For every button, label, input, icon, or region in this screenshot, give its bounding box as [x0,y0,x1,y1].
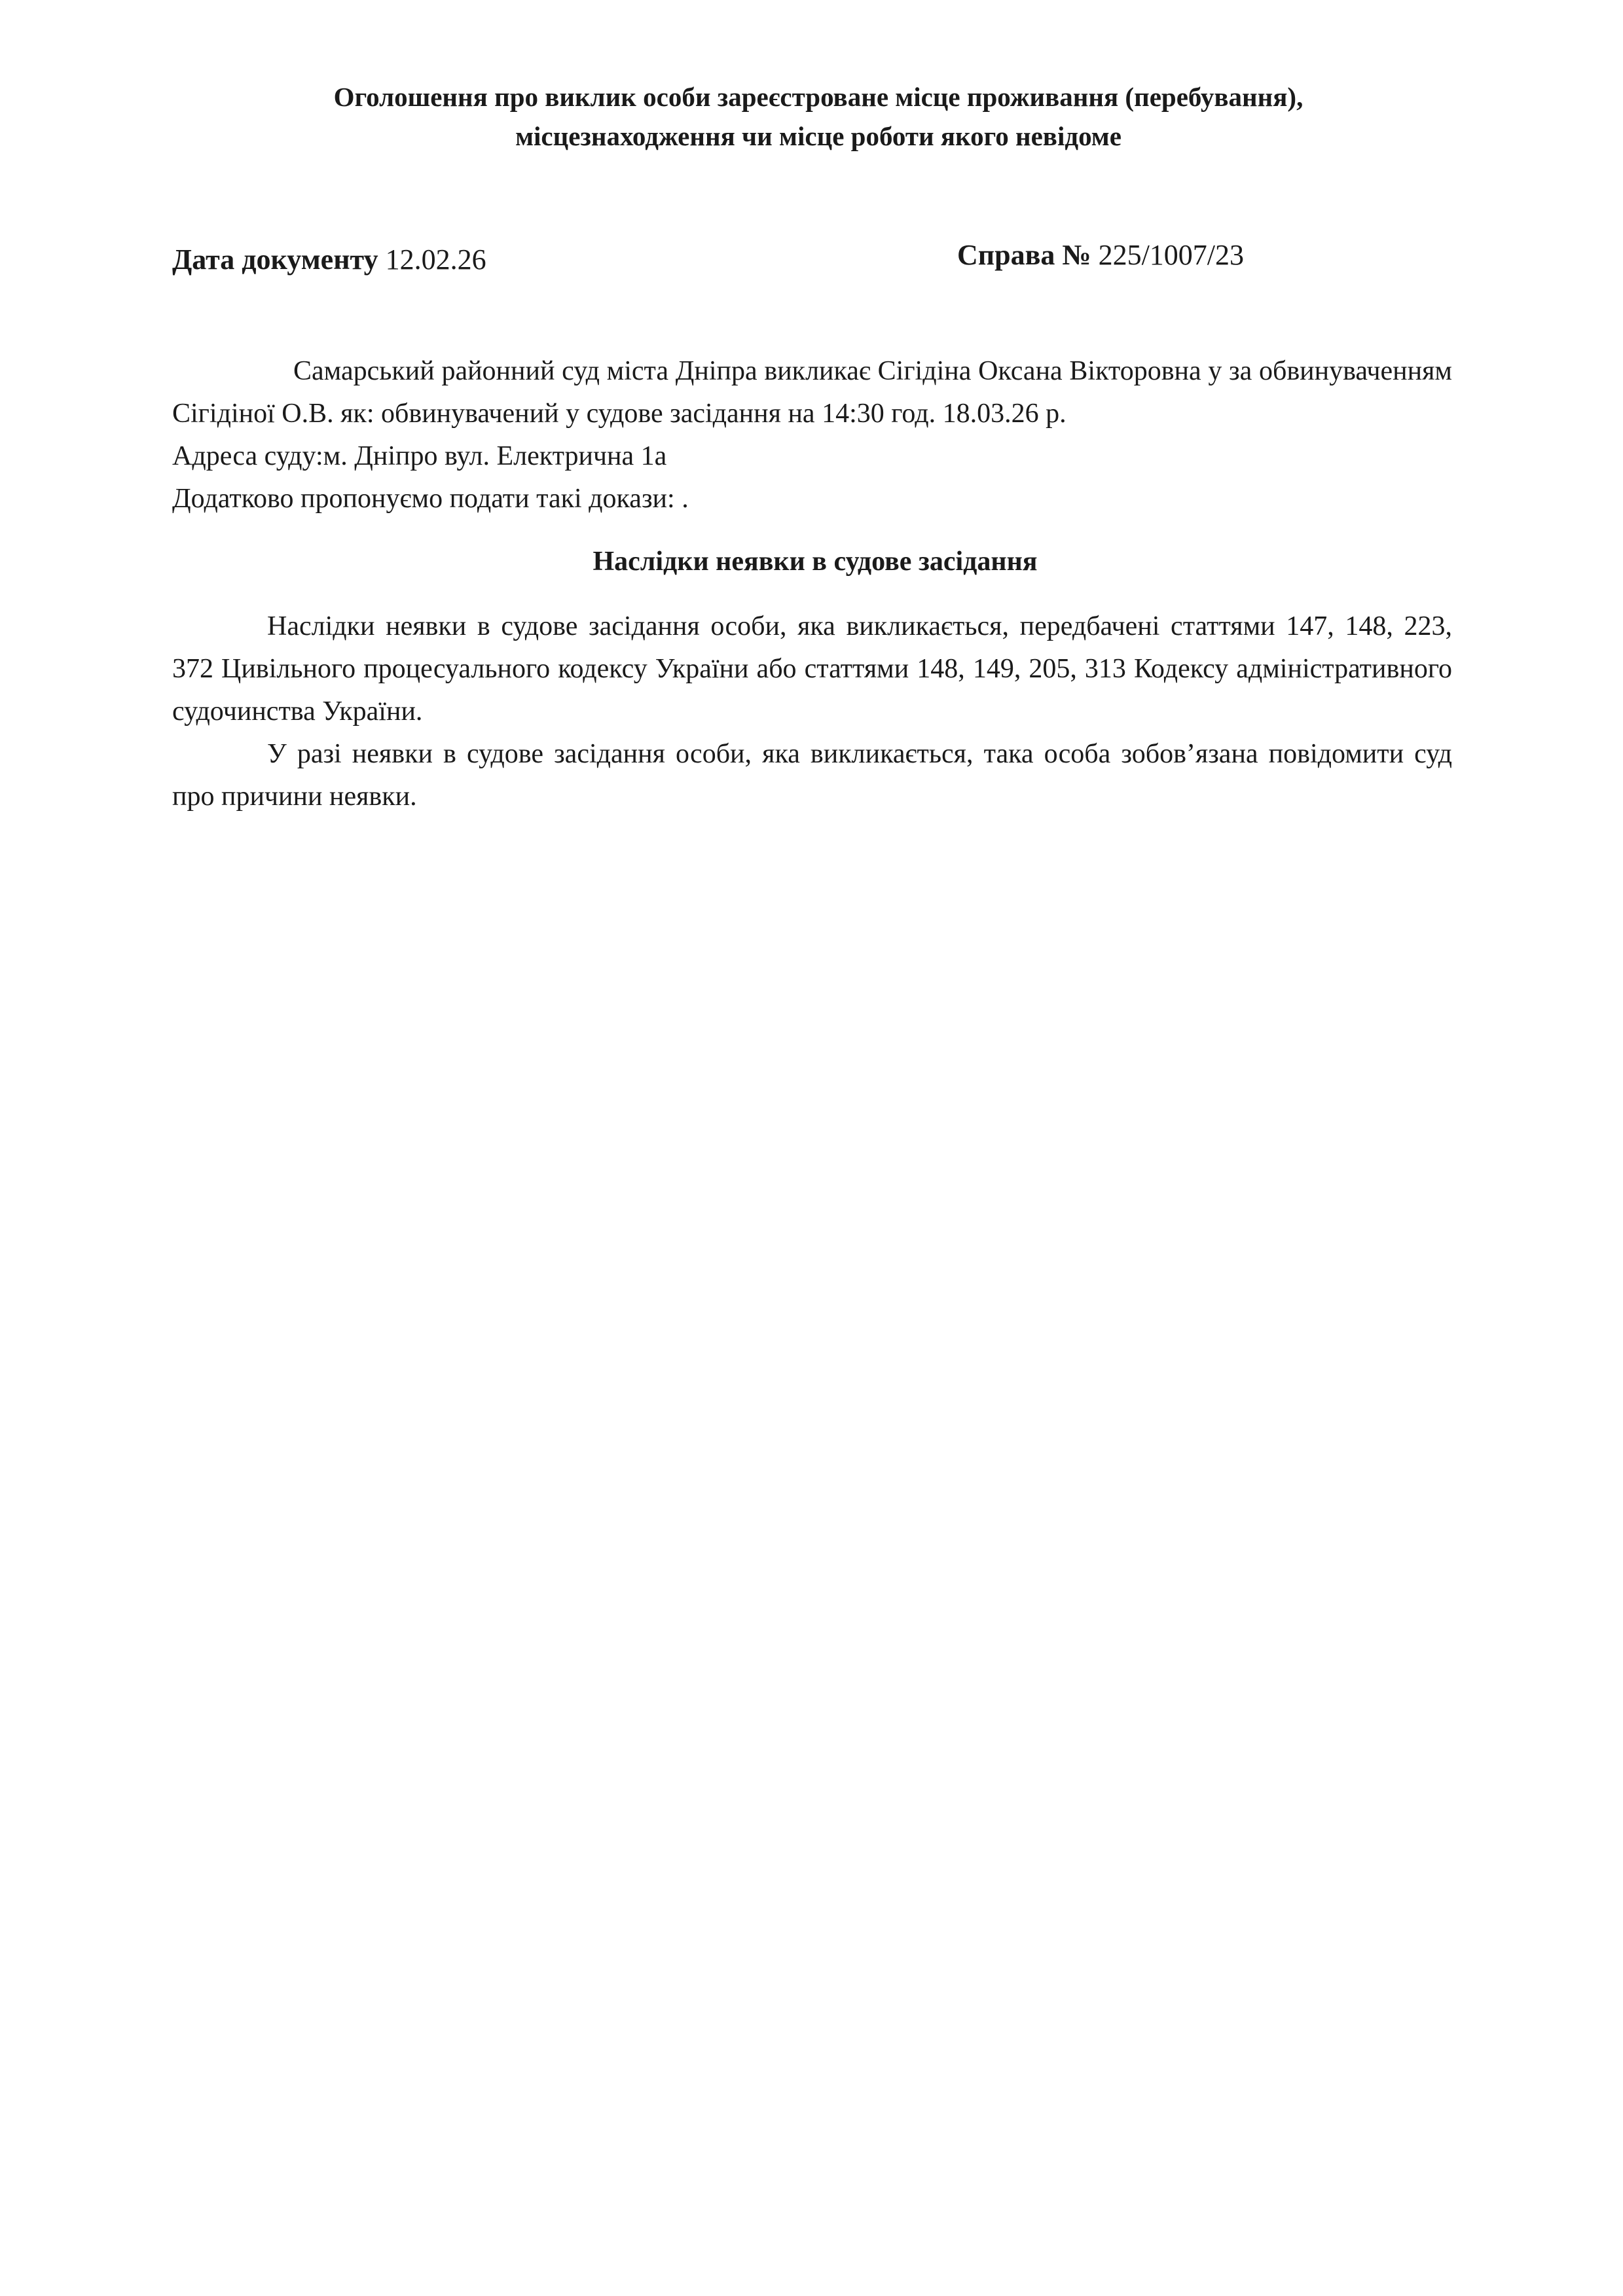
evidence-request: Додатково пропонуємо подати такі докази: . [172,484,689,514]
court-address: Адреса суду:м. Дніпро вул. Електрична 1а [172,441,667,471]
case-number [957,236,1244,275]
document-date-value: 12.02.26 [385,243,486,276]
document-date-label: Дата документу [172,243,378,276]
title-line-1: Оголошення про виклик особи зареєстроване місце проживання (перебування), [333,82,1304,112]
consequences-paragraph-2: У разі неявки в судове засідання особи, яка викликається, така особа зобов’язана повідомити суд про причини неявки. [172,739,1452,812]
document-date [172,240,486,279]
consequences-paragraph-1: Наслідки неявки в судове засідання особи, яка викликається, передбачені статтями 147, 148, 223, 372 Цивільного процесуального кодексу України або статтями 148, 149, 205, 313 Кодексу адміністративного судочинства України. [172,611,1452,726]
title-line-2: місцезнаходження чи місце роботи якого невідоме [515,121,1122,151]
summons-paragraph: Самарський районний суд міста Дніпра викликає Сігідіна Оксана Вікторовна у за обвинуваченням Сігідіної О.В. як: обвинувачений у судове засідання на 14:30 год. 18.03.26 р. [172,356,1452,429]
case-number-value: 225/1007/23 [1098,239,1245,271]
document-title [170,77,1467,156]
consequences-heading: Наслідки неявки в судове засідання [593,547,1038,577]
case-number-label: Справа № [957,239,1091,271]
